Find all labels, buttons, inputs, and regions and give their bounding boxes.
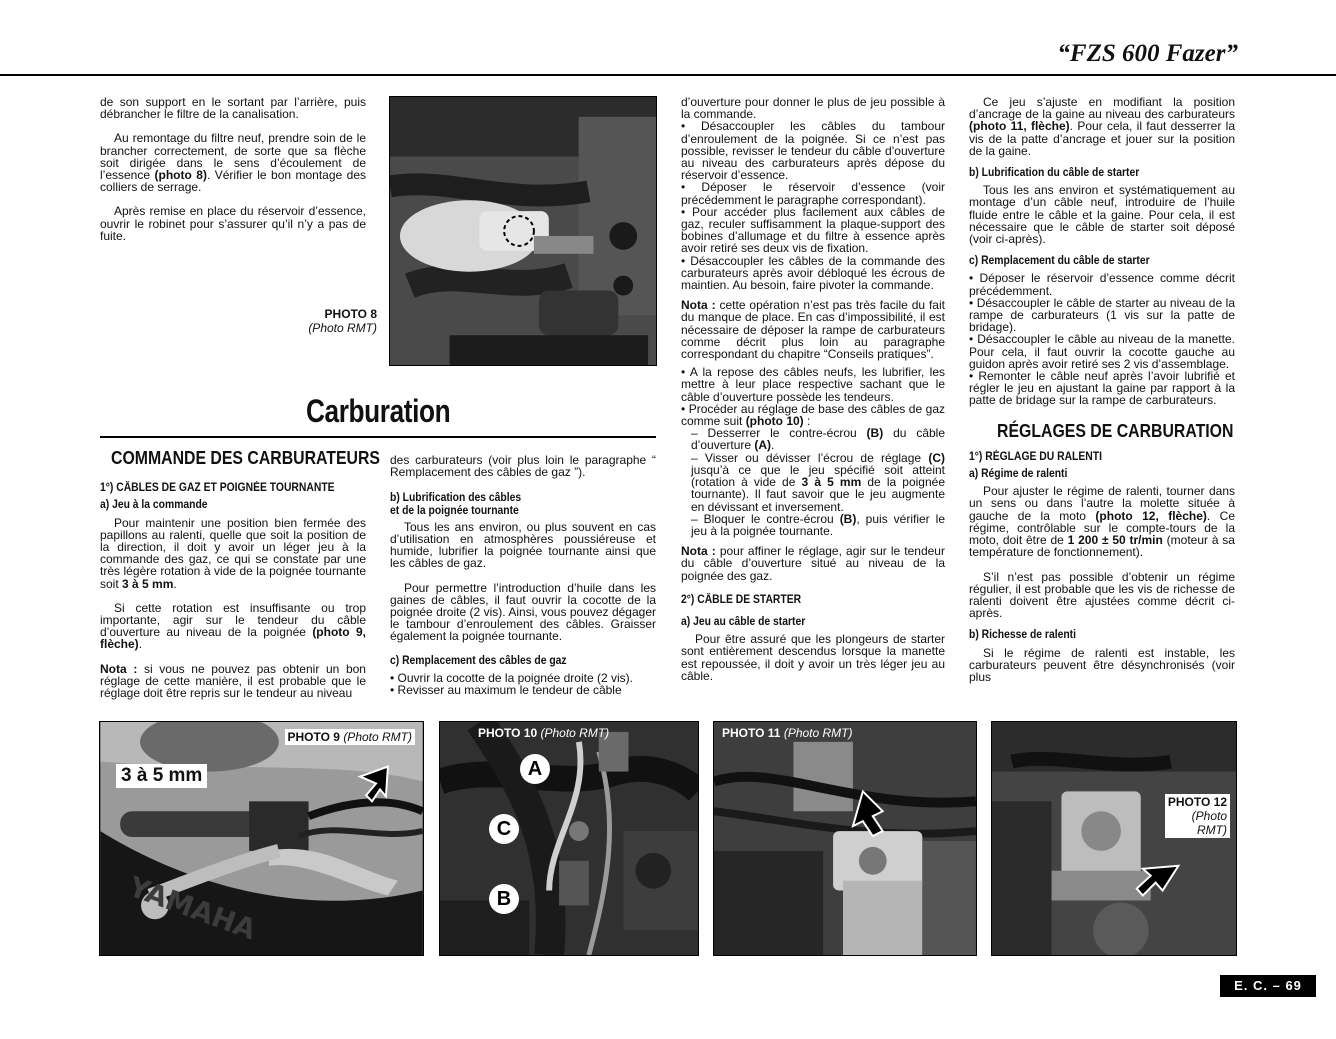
photo-9-illustration — [100, 722, 423, 955]
photo-8-illustration — [390, 97, 656, 365]
subheading: b) Lubrification des câbles — [390, 492, 522, 505]
subheading: a) Régime de ralenti — [969, 468, 1068, 481]
photo-11-image — [713, 721, 977, 956]
paragraph: S’il n’est pas possible d’obtenir un régime régulier, il est probable que les vis de richesse de ralenti doivent être ajustées comme décrit ci-après. — [969, 569, 1235, 621]
column-4 — [969, 96, 1235, 695]
bullet-item: • Remonter le câble neuf après l’avoir lubrifié et régler le jeu en ajustant la gaine par rapport à la patte de bridage sur la rampe de carburateurs. — [969, 369, 1235, 408]
page-number-badge: E. C. – 69 — [1220, 975, 1316, 997]
photo-12-illustration — [992, 722, 1236, 955]
subheading: 1°) CÂBLES DE GAZ ET POIGNÉE TOURNANTE — [100, 482, 335, 495]
photo-12-image — [991, 721, 1237, 956]
bullet-item: • Déposer le réservoir d’essence (voir précédemment le paragraphe correspondant). — [681, 180, 945, 207]
photo-10-illustration — [440, 722, 698, 955]
bullet-item: • Désaccoupler les câbles du tambour d’enroulement de la poignée. Si ce n’est pas possible, revisser le tendeur du câble d’ouverture au niveau des carburateurs après dépose du réservoir d’essence. — [681, 119, 945, 183]
photo-9-dimension-label: 3 à 5 mm — [116, 764, 207, 788]
photo-10-image — [439, 721, 699, 956]
photo-10-marker-c: C — [489, 814, 519, 844]
photo-12-caption: PHOTO 12 (Photo RMT) — [1165, 794, 1230, 838]
photo-11-illustration — [714, 722, 976, 955]
subheading: c) Remplacement des câbles de gaz — [390, 654, 567, 667]
dash-item: – Visser ou dévisser l’écrou de réglage (C) jusqu’à ce que le jeu spécifié soit atteint (rotation à vide de 3 à 5 mm de la poignée tournante). Il faut savoir que le jeu augmente en dévissant et inversement. — [691, 450, 945, 514]
paragraph: Si le régime de ralenti est instable, les carburateurs peuvent être désynchronisés (voir plus — [969, 645, 1235, 684]
running-header-title: “FZS 600 Fazer” — [1057, 40, 1238, 67]
column-2-bottom — [390, 454, 656, 696]
note-paragraph: Nota : cette opération n’est pas très facile du fait du manque de place. En cas d’impossibilité, il est nécessaire de déposer la rampe de carburateurs comme décrit plus loin au paragraphe correspondant du chapitre “Conseils pratiques”. — [681, 298, 945, 362]
bullet-item: • Revisser au maximum le tendeur de câble — [390, 683, 622, 698]
paragraph: Pour être assuré que les plongeurs de starter sont entièrement descendus lorsque la manette est repoussée, il doit y avoir un très léger jeu au câble. — [681, 632, 945, 683]
column-1-bottom — [100, 448, 380, 711]
subheading: et de la poignée tournante — [390, 504, 519, 517]
bullet-item: • A la repose des câbles neufs, les lubrifier, les mettre à leur place respective sachant que le câble d’ouverture possède les tendeurs. — [681, 365, 945, 404]
bullet-item: • Pour accéder plus facilement aux câbles de gaz, reculer suffisamment la plaque-support des bobines d’allumage et du filtre à essence après avoir retiré ses deux vis de fixation. — [681, 204, 945, 256]
section-title: Carburation — [306, 393, 451, 429]
photo-10-marker-a: A — [520, 754, 550, 784]
paragraph: Après remise en place du réservoir d’essence, ouvrir le robinet pour s’assurer qu’il n’y a pas de fuite. — [100, 204, 366, 243]
svg-text:YAMAHA: YAMAHA — [124, 869, 261, 947]
paragraph: Si cette rotation est insuffisante ou trop importante, agir sur le tendeur du câble d’ouverture au niveau de la poignée (photo 9, flèche). — [100, 600, 366, 652]
paragraph: Tous les ans environ et systématiquement au montage d’un câble neuf, introduire de l’huile fluide entre le câble et la gaine. Pour cela, il est nécessaire que le câble de starter soit déposé (voir ci-après). — [969, 183, 1235, 247]
subheading: a) Jeu à la commande — [100, 499, 208, 512]
subheading: a) Jeu au câble de starter — [681, 615, 806, 628]
section-heading: RÉGLAGES DE CARBURATION — [997, 420, 1234, 441]
photo-8-caption: PHOTO 8 (Photo RMT) — [308, 307, 377, 335]
header-rule — [0, 74, 1336, 76]
bullet-item: • Procéder au réglage de base des câbles de gaz comme suit (photo 10) : — [681, 401, 945, 429]
paragraph: Ce jeu s’ajuste en modifiant la position d’ancrage de la gaine au niveau des carburateurs (photo 11, flèche). Pour cela, il faut desserrer la vis de la patte d’ancrage et jouer sur la position de la gaine. — [969, 95, 1235, 158]
subheading: 1°) RÉGLAGE DU RALENTI — [969, 450, 1102, 463]
subheading: b) Richesse de ralenti — [969, 629, 1076, 642]
paragraph: de son support en le sortant par l’arrière, puis débrancher le filtre de la canalisation. — [100, 95, 366, 122]
bullet-item: • Déposer le réservoir d’essence comme décrit précédemment. — [969, 271, 1235, 298]
photo-9-image — [99, 721, 424, 956]
paragraph: Au remontage du filtre neuf, prendre soin de le brancher correctement, de sorte que sa flèche soit dirigée dans le sens d’écoulement de l’essence (photo 8). Vérifier le bon montage des colliers de serrage. — [100, 131, 366, 195]
note-paragraph: Nota : pour affiner le réglage, agir sur le tendeur du câble d’ouverture situé au niveau de la poignée des gaz. — [681, 544, 945, 583]
photo-10-caption: PHOTO 10 (Photo RMT) — [478, 726, 610, 740]
dash-item: – Desserrer le contre-écrou (B) du câble d’ouverture (A). — [691, 426, 945, 453]
bullet-item: • Désaccoupler les câbles de la commande des carburateurs après avoir débloqué les écrous de maintien. Au besoin, faire pivoter la commande. — [681, 253, 945, 293]
subheading: c) Remplacement du câble de starter — [969, 255, 1150, 268]
bullet-item: • Désaccoupler le câble de starter au niveau de la rampe de carburateurs (1 vis sur la patte de bridage). — [969, 295, 1235, 335]
bullet-item: • Désaccoupler le câble au niveau de la manette. Pour cela, il faut ouvrir la cocotte gauche au guidon après avoir retiré ses 2 vis d’assemblage. — [969, 332, 1235, 371]
paragraph: Pour ajuster le régime de ralenti, tourner dans un sens ou dans l’autre la molette située à gauche de la moto (photo 12, flèche). Ce régime, contrôlable sur le compte-tours de la moto, doit être de 1 200 ± 50 tr/min (moteur à sa température de fonctionnement). — [969, 484, 1236, 560]
paragraph: d’ouverture pour donner le plus de jeu possible à la commande. — [681, 95, 945, 122]
photo-11-caption: PHOTO 11 (Photo RMT) — [722, 726, 853, 740]
column-1-top — [100, 96, 366, 254]
column-3 — [681, 96, 945, 694]
dash-item: – Bloquer le contre-écrou (B), puis vérifier le jeu à la poignée tournante. — [691, 511, 946, 538]
note-paragraph: Nota : si vous ne pouvez pas obtenir un bon réglage de cette manière, il est probable que le réglage doit être repris sur le tendeur au niveau — [100, 661, 366, 701]
section-rule — [100, 436, 656, 438]
subheading: 2°) CÂBLE DE STARTER — [681, 593, 802, 606]
photo-10-marker-b: B — [489, 884, 519, 914]
paragraph: Pour maintenir une position bien fermée des papillons au ralenti, quelle que soit la position de la direction, il doit y avoir un léger jeu à la commande des gaz, ce qui se constate par une très légère rotation à vide de la poignée tournante soit 3 à 5 mm. — [100, 515, 366, 591]
photo-9-caption: PHOTO 9 (Photo RMT) — [285, 729, 416, 745]
section-heading: COMMANDE DES CARBURATEURS — [111, 448, 380, 468]
subheading: b) Lubrification du câble de starter — [969, 167, 1140, 180]
paragraph: des carburateurs (voir plus loin le paragraphe “ Remplacement des câbles de gaz ”). — [390, 453, 656, 480]
bullet-item: • Ouvrir la cocotte de la poignée droite (2 vis). — [390, 670, 633, 685]
paragraph: Tous les ans environ, ou plus souvent en cas d’utilisation en atmosphères poussiéreuse et humide, lubrifier la poignée tournante ainsi que les câbles de gaz. — [390, 519, 656, 571]
photo-8-image — [389, 96, 657, 366]
paragraph: Pour permettre l’introduction d’huile dans les gaines de câbles, il faut ouvrir la cocotte de la poignée droite (2 vis). Ainsi, vous pouvez dégager le tambour d’enroulement des câbles. Graisser également la poignée tournante. — [390, 580, 656, 644]
